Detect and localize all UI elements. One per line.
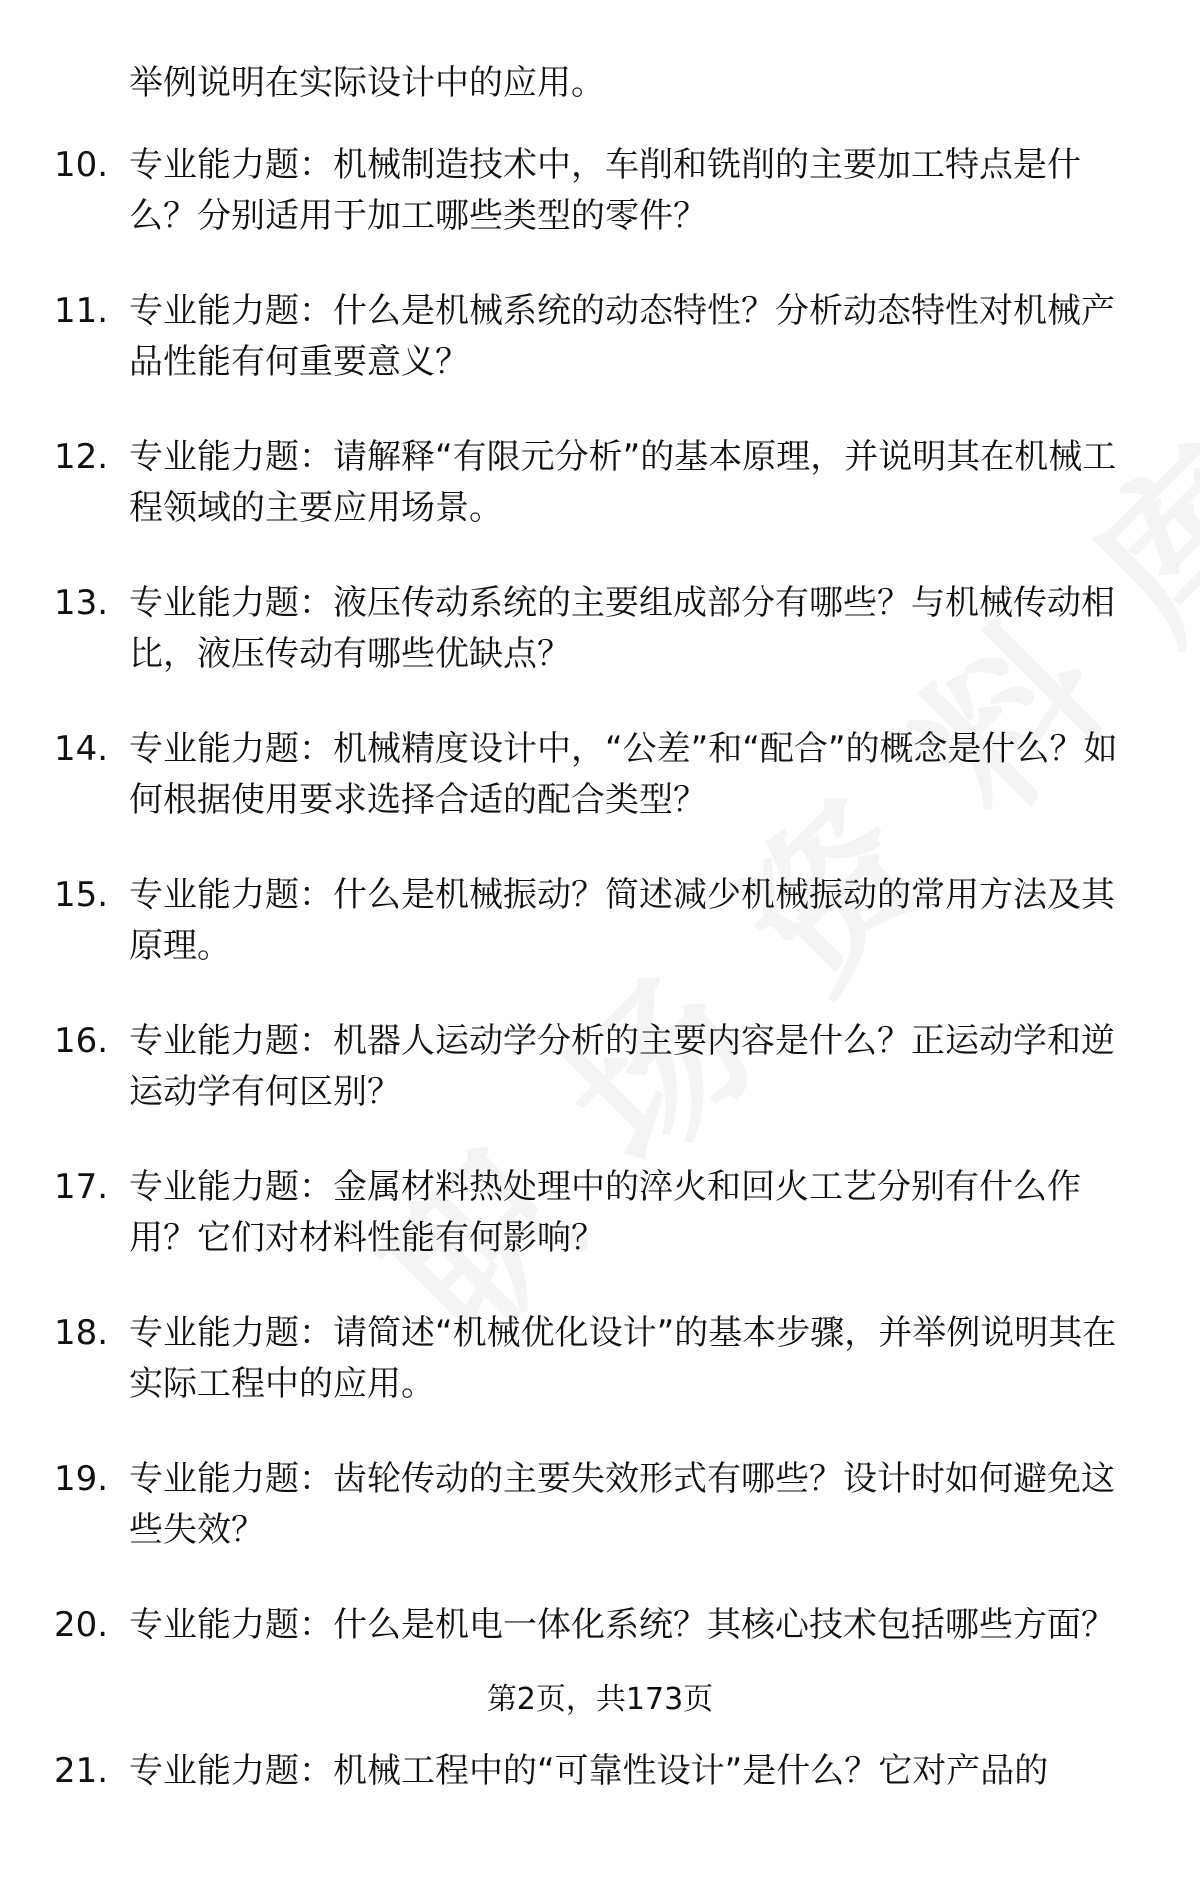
question-item bbox=[0, 432, 1200, 578]
question-item bbox=[0, 1308, 1200, 1454]
question-text: 专业能力题：什么是机械系统的动态特性？分析动态特性对机械产品性能有何重要意义？ bbox=[129, 291, 1115, 382]
question-text: 专业能力题：齿轮传动的主要失效形式有哪些？设计时如何避免这些失效？ bbox=[129, 1459, 1115, 1550]
question-item bbox=[0, 286, 1200, 432]
question-item bbox=[0, 140, 1200, 286]
question-text: 专业能力题：请解释“有限元分析”的基本原理，并说明其在机械工程领域的主要应用场景。 bbox=[129, 437, 1117, 528]
question-number: 20. bbox=[54, 1605, 109, 1645]
page-number: 第2页，共173页 bbox=[486, 1682, 714, 1717]
question-number: 16. bbox=[54, 1021, 109, 1061]
question-item bbox=[0, 1600, 1200, 1746]
question-item bbox=[0, 724, 1200, 870]
question-list bbox=[0, 140, 1200, 1892]
question-text: 专业能力题：机械制造技术中，车削和铣削的主要加工特点是什么？分别适用于加工哪些类型的零件？ bbox=[129, 145, 1081, 236]
question-item bbox=[0, 1746, 1200, 1892]
question-number: 17. bbox=[54, 1167, 109, 1207]
question-number: 11. bbox=[54, 291, 109, 331]
question-text: 专业能力题：请简述“机械优化设计”的基本步骤，并举例说明其在实际工程中的应用。 bbox=[129, 1313, 1117, 1404]
question-text: 专业能力题：金属材料热处理中的淬火和回火工艺分别有什么作用？它们对材料性能有何影响？ bbox=[129, 1167, 1081, 1258]
question-item bbox=[0, 1454, 1200, 1600]
question-text: 专业能力题：机械精度设计中，“公差”和“配合”的概念是什么？如何根据使用要求选择合适的配合类型？ bbox=[129, 729, 1118, 820]
continued-text: 举例说明在实际设计中的应用。 bbox=[129, 63, 605, 103]
question-text: 专业能力题：什么是机械振动？简述减少机械振动的常用方法及其原理。 bbox=[129, 875, 1115, 966]
question-number: 10. bbox=[54, 145, 109, 185]
question-number: 15. bbox=[54, 875, 109, 915]
question-text: 专业能力题：机械工程中的“可靠性设计”是什么？它对产品的 bbox=[129, 1751, 1049, 1791]
question-number: 21. bbox=[54, 1751, 109, 1791]
question-item bbox=[0, 1162, 1200, 1308]
question-number: 13. bbox=[54, 583, 109, 623]
question-item bbox=[0, 1016, 1200, 1162]
question-text: 专业能力题：液压传动系统的主要组成部分有哪些？与机械传动相比，液压传动有哪些优缺点？ bbox=[129, 583, 1115, 674]
question-text: 专业能力题：机器人运动学分析的主要内容是什么？正运动学和逆运动学有何区别？ bbox=[129, 1021, 1115, 1112]
question-number: 19. bbox=[54, 1459, 109, 1499]
question-number: 12. bbox=[54, 437, 109, 477]
question-item bbox=[0, 578, 1200, 724]
question-number: 18. bbox=[54, 1313, 109, 1353]
question-text: 专业能力题：什么是机电一体化系统？其核心技术包括哪些方面？ bbox=[129, 1605, 1115, 1645]
question-number: 14. bbox=[54, 729, 109, 769]
question-item bbox=[0, 870, 1200, 1016]
